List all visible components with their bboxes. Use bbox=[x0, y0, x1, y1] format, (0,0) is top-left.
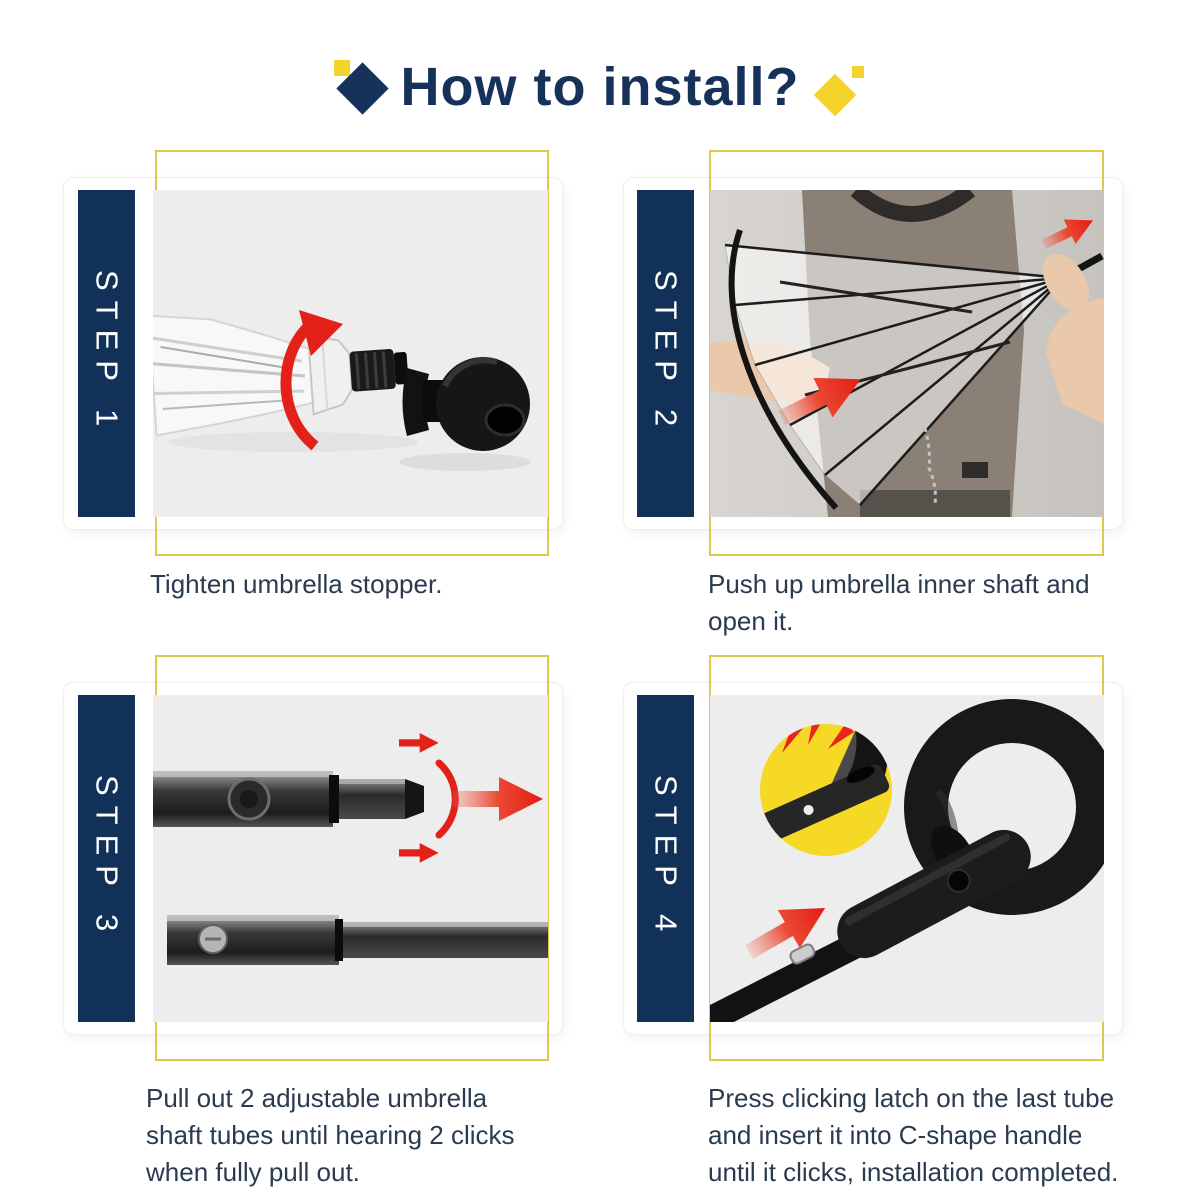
step3-caption: Pull out 2 adjustable umbrella shaft tubes until hearing 2 clicks when fully pull out. bbox=[146, 1083, 515, 1187]
step4-label-band bbox=[637, 695, 694, 1022]
step1-label-band bbox=[78, 190, 135, 517]
step1-caption: Tighten umbrella stopper. bbox=[150, 569, 443, 599]
title-right-diamond-icon bbox=[814, 66, 874, 126]
step3-label-band bbox=[78, 695, 135, 1022]
step2-photo-opening-umbrella bbox=[710, 190, 1104, 517]
step4-caption: Press clicking latch on the last tube and insert it into C-shape handle until it clicks, installation completed. bbox=[708, 1083, 1119, 1187]
step3-label: STEP 3 bbox=[89, 775, 125, 942]
step4-photo-c-handle bbox=[710, 695, 1104, 1022]
step2-caption: Push up umbrella inner shaft and open it. bbox=[708, 569, 1090, 636]
step2-label-band bbox=[637, 190, 694, 517]
upper-shaft-tube bbox=[153, 771, 424, 827]
small-yellow-square-icon bbox=[852, 66, 864, 78]
page-title: How to install? bbox=[400, 57, 800, 117]
step1-photo-umbrella-stopper bbox=[153, 190, 548, 517]
yellow-diamond-icon bbox=[814, 74, 856, 116]
step2-label: STEP 2 bbox=[648, 270, 684, 437]
lower-shaft-tube bbox=[167, 915, 548, 965]
page-header bbox=[0, 48, 1200, 148]
step4-label: STEP 4 bbox=[648, 775, 684, 942]
step3-photo-shaft-tubes bbox=[153, 695, 548, 1022]
step1-label: STEP 1 bbox=[89, 270, 125, 437]
